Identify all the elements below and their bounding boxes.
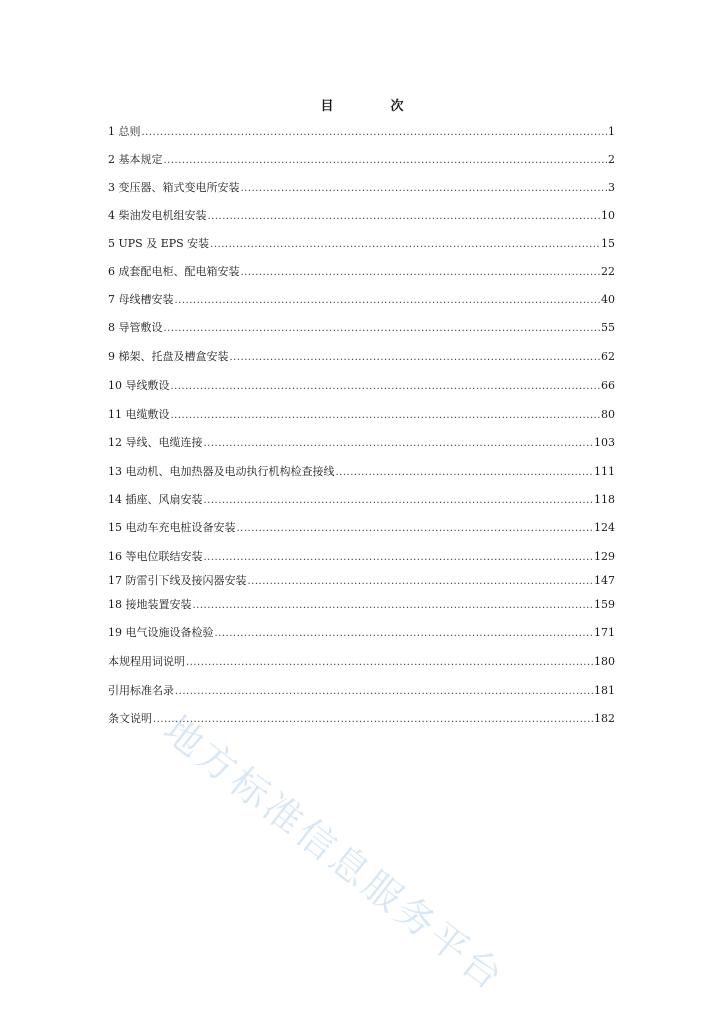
toc-entry-label: 15 电动车充电桩设备安装 bbox=[108, 521, 236, 534]
toc-entry[interactable] bbox=[108, 655, 615, 670]
toc-entry-page: 124 bbox=[594, 521, 615, 534]
toc-entry[interactable] bbox=[108, 493, 615, 508]
toc-entry-page: 103 bbox=[594, 436, 615, 449]
toc-entry-page: 180 bbox=[594, 655, 615, 668]
toc-entry-label: 14 插座、风扇安装 bbox=[108, 493, 203, 506]
toc-entry-page: 159 bbox=[594, 598, 615, 611]
toc-entry-label: 7 母线槽安装 bbox=[108, 293, 174, 306]
toc-entry[interactable] bbox=[108, 436, 615, 451]
toc-entry[interactable] bbox=[108, 350, 615, 365]
toc-entry-label: 13 电动机、电加热器及电动执行机构检查接线 bbox=[108, 465, 335, 478]
toc-title: 目 次 bbox=[320, 99, 426, 114]
toc-entry-label: 1 总则 bbox=[108, 125, 141, 138]
toc-entry-page: 55 bbox=[601, 321, 615, 334]
toc-entry-page: 171 bbox=[594, 626, 615, 639]
toc-entry-page: 181 bbox=[594, 684, 615, 697]
toc-dot-leader bbox=[175, 685, 593, 699]
toc-dot-leader bbox=[215, 627, 594, 641]
toc-entry-page: 22 bbox=[601, 265, 615, 278]
toc-entry[interactable] bbox=[108, 521, 615, 536]
toc-entry-page: 3 bbox=[608, 181, 615, 194]
toc-entry-label: 18 接地装置安装 bbox=[108, 598, 192, 611]
toc-entry[interactable] bbox=[108, 125, 615, 140]
toc-entry-label: 6 成套配电柜、配电箱安装 bbox=[108, 265, 240, 278]
toc-dot-leader bbox=[208, 210, 601, 224]
toc-entry-label: 16 等电位联结安装 bbox=[108, 550, 203, 563]
toc-entry-page: 15 bbox=[601, 237, 615, 250]
toc-dot-leader bbox=[248, 575, 594, 589]
watermark: 地方标准信息服务平台 bbox=[155, 707, 514, 1001]
toc-entry-label: 引用标准名录 bbox=[108, 684, 174, 697]
toc-entry[interactable] bbox=[108, 598, 615, 613]
toc-entry-page: 147 bbox=[594, 574, 615, 587]
toc-entry[interactable] bbox=[108, 379, 615, 394]
toc-entry[interactable] bbox=[108, 321, 615, 336]
toc-entry-label: 8 导管敷设 bbox=[108, 321, 163, 334]
toc-dot-leader bbox=[230, 351, 601, 365]
toc-entry-page: 62 bbox=[601, 350, 615, 363]
toc-entry[interactable] bbox=[108, 574, 615, 589]
toc-dot-leader bbox=[164, 154, 608, 168]
toc-entry[interactable] bbox=[108, 209, 615, 224]
toc-dot-leader bbox=[336, 466, 594, 480]
toc-entry[interactable] bbox=[108, 712, 615, 727]
toc-dot-leader bbox=[204, 551, 594, 565]
toc-entry[interactable] bbox=[108, 626, 615, 641]
toc-entry-label: 4 柴油发电机组安装 bbox=[108, 209, 207, 222]
toc-entry-label: 本规程用词说明 bbox=[108, 655, 185, 668]
toc-entry-page: 66 bbox=[601, 379, 615, 392]
toc-dot-leader bbox=[153, 713, 593, 727]
toc-dot-leader bbox=[241, 266, 601, 280]
toc-entry-label: 11 电缆敷设 bbox=[108, 408, 170, 421]
toc-entry-page: 10 bbox=[601, 209, 615, 222]
toc-entry[interactable] bbox=[108, 550, 615, 565]
toc-entry-page: 118 bbox=[594, 493, 615, 506]
toc-dot-leader bbox=[204, 494, 594, 508]
toc-entry[interactable] bbox=[108, 293, 615, 308]
toc-dot-leader bbox=[164, 322, 601, 336]
toc-dot-leader bbox=[186, 656, 593, 670]
toc-entry[interactable] bbox=[108, 408, 615, 423]
toc-entry-label: 条文说明 bbox=[108, 712, 152, 725]
toc-entry-label: 19 电气设施设备检验 bbox=[108, 626, 214, 639]
toc-entry-label: 5 UPS 及 EPS 安装 bbox=[108, 237, 210, 250]
toc-entry-page: 129 bbox=[594, 550, 615, 563]
toc-entry-page: 1 bbox=[608, 125, 615, 138]
toc-dot-leader bbox=[237, 522, 594, 536]
toc-dot-leader bbox=[241, 182, 608, 196]
toc-dot-leader bbox=[142, 126, 608, 140]
toc-entry-page: 40 bbox=[601, 293, 615, 306]
toc-dot-leader bbox=[193, 599, 594, 613]
toc-entry[interactable] bbox=[108, 684, 615, 699]
toc-entry-label: 9 梯架、托盘及槽盒安装 bbox=[108, 350, 229, 363]
toc-dot-leader bbox=[171, 409, 601, 423]
toc-entry-label: 10 导线敷设 bbox=[108, 379, 170, 392]
toc-entry-page: 80 bbox=[601, 408, 615, 421]
toc-entry-page: 182 bbox=[594, 712, 615, 725]
toc-entry-page: 2 bbox=[608, 153, 615, 166]
toc-entry-label: 17 防雷引下线及接闪器安装 bbox=[108, 574, 247, 587]
toc-dot-leader bbox=[210, 238, 600, 252]
toc-entry[interactable] bbox=[108, 237, 615, 252]
toc-entry-label: 3 变压器、箱式变电所安装 bbox=[108, 181, 240, 194]
toc-entry-label: 2 基本规定 bbox=[108, 153, 163, 166]
toc-entry-page: 111 bbox=[594, 465, 615, 478]
toc-entry[interactable] bbox=[108, 181, 615, 196]
toc-entry[interactable] bbox=[108, 465, 615, 480]
toc-entry[interactable] bbox=[108, 265, 615, 280]
toc-dot-leader bbox=[171, 380, 601, 394]
toc-entry[interactable] bbox=[108, 153, 615, 168]
toc-entry-label: 12 导线、电缆连接 bbox=[108, 436, 203, 449]
toc-dot-leader bbox=[204, 437, 594, 451]
toc-dot-leader bbox=[175, 294, 601, 308]
